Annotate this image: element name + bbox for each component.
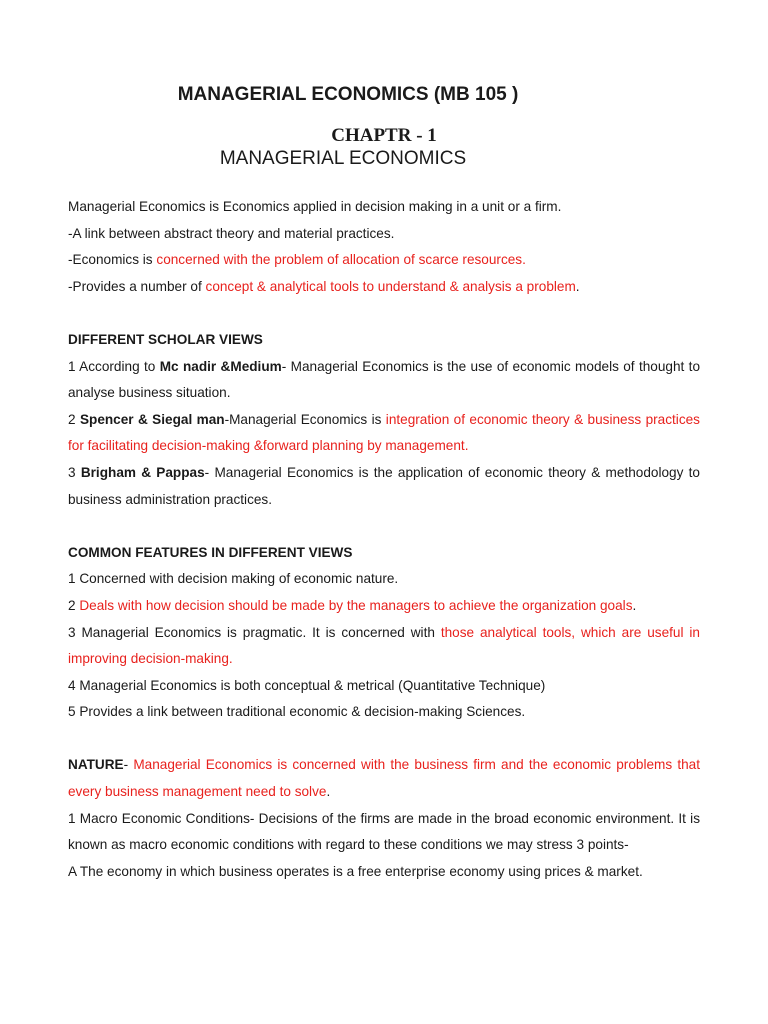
text: 1 According to xyxy=(68,358,160,374)
common-feature-4: 4 Managerial Economics is both conceptual & metrical (Quantitative Technique) xyxy=(68,677,546,693)
highlight-text: integration of economic theory & business practices for facilitating decision-making &forward planning by management. xyxy=(68,411,700,454)
text: . xyxy=(632,597,637,613)
scholar-view-2 xyxy=(68,407,700,460)
intro-line-4 xyxy=(68,274,700,301)
common-feature-5: 5 Provides a link between traditional economic & decision-making Sciences. xyxy=(68,704,526,720)
document-title: MANAGERIAL ECONOMICS (MB 105 ) xyxy=(177,84,519,105)
text: . xyxy=(326,784,331,800)
section-heading-scholar-views: DIFFERENT SCHOLAR VIEWS xyxy=(68,331,263,347)
text: 2 xyxy=(68,411,80,427)
common-feature-3 xyxy=(68,620,700,673)
highlight-text: concept & analytical tools to understand & analysis a problem xyxy=(205,278,576,294)
author-name: Mc nadir &Medium xyxy=(159,358,282,374)
text: - Managerial Economics is the use of economic models of thought to analyse business situation. xyxy=(68,358,701,401)
chapter-label: CHAPTR - 1 xyxy=(331,125,437,146)
highlight-text: those analytical tools, which are useful in improving decision-making. xyxy=(68,624,700,667)
nature-point-1: 1 Macro Economic Conditions- Decisions of the firms are made in the broad economic environment. It is known as macro economic conditions with regard to these conditions we may stress 3 points- xyxy=(68,810,700,853)
text: 3 Managerial Economics is pragmatic. It is concerned with xyxy=(68,624,441,640)
nature-paragraph xyxy=(68,752,700,805)
text: -Provides a number of xyxy=(68,278,206,294)
common-feature-2 xyxy=(68,593,700,620)
text: 3 xyxy=(68,464,81,480)
nature-point-a: A The economy in which business operates is a free enterprise economy using prices & market. xyxy=(68,863,643,879)
scholar-view-1 xyxy=(68,354,700,407)
common-feature-1: 1 Concerned with decision making of economic nature. xyxy=(68,571,399,587)
highlight-text: concerned with the problem of allocation of scarce resources. xyxy=(156,252,526,268)
section-heading-common-features: COMMON FEATURES IN DIFFERENT VIEWS xyxy=(68,544,353,560)
intro-line-1: Managerial Economics is Economics applied in decision making in a unit or a firm. xyxy=(68,199,562,214)
spacer xyxy=(68,300,700,327)
author-name: Brigham & Pappas xyxy=(80,464,205,480)
text: - Managerial Economics is the application of economic theory & methodology to business administration practices. xyxy=(68,464,700,507)
spacer xyxy=(68,513,700,540)
text: 2 xyxy=(68,597,80,613)
text: -Managerial Economics is xyxy=(224,411,386,427)
text: -Economics is xyxy=(68,252,157,268)
nature-label: NATURE xyxy=(68,757,124,773)
highlight-text: Deals with how decision should be made by the managers to achieve the organization goals xyxy=(79,597,633,613)
spacer xyxy=(68,726,700,753)
intro-line-2: -A link between abstract theory and material practices. xyxy=(68,225,395,241)
document-body xyxy=(68,194,700,885)
author-name: Spencer & Siegal man xyxy=(79,411,225,427)
highlight-text: Managerial Economics is concerned with the business firm and the economic problems that every business management need to solve xyxy=(68,757,700,800)
chapter-title: MANAGERIAL ECONOMICS xyxy=(219,148,467,169)
scholar-view-3 xyxy=(68,460,700,513)
intro-line-3 xyxy=(68,247,700,274)
text: - xyxy=(123,757,134,773)
text: . xyxy=(575,278,580,294)
